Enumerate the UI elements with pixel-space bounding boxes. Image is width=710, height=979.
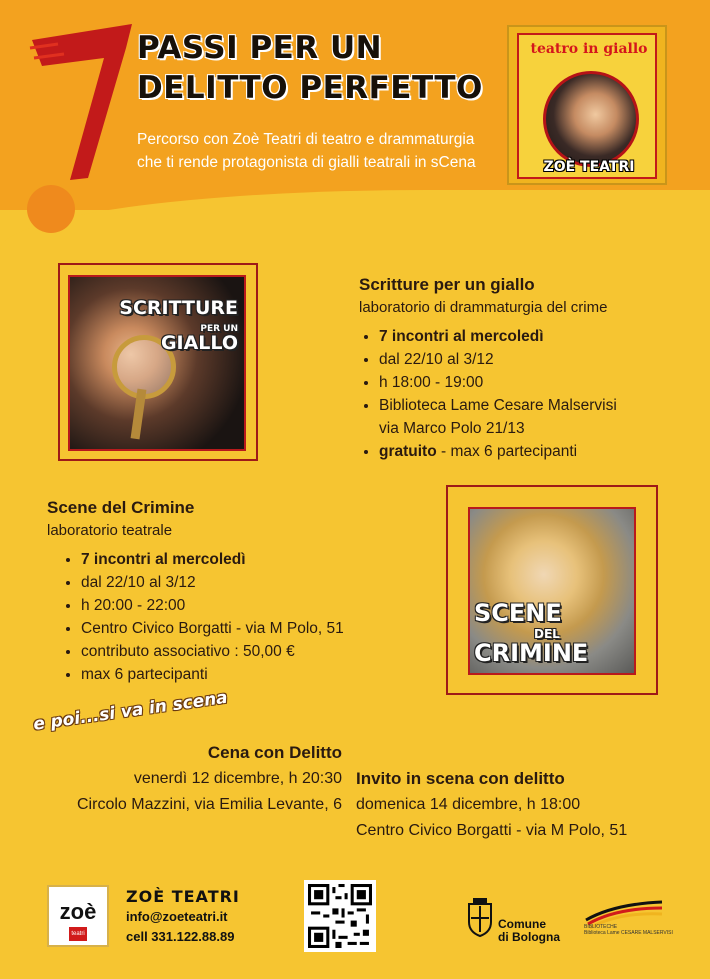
- logo-title: teatro in giallo: [530, 41, 648, 57]
- comune-line-2: di Bologna: [498, 930, 560, 944]
- intro-text: [137, 128, 476, 174]
- logo-inner-frame: [517, 33, 657, 179]
- logo-subtitle: ZOÈ TEATRI: [543, 159, 635, 175]
- list-item: • h 20:00 - 22:00: [81, 594, 411, 617]
- phone-number: cell 331.122.88.89: [126, 929, 235, 944]
- cena-title: Cena con Delitto: [207, 743, 342, 762]
- org-name: ZOÈ TEATRI: [126, 887, 240, 906]
- workshop1-image-frame: [58, 263, 258, 461]
- list-item: • 7 incontri al mercoledì: [379, 325, 679, 348]
- orange-dot: [27, 185, 75, 233]
- workshop1-subtitle: laboratorio di drammaturgia del crime: [359, 299, 608, 316]
- workshop1-photo: [68, 275, 246, 451]
- workshop1-details: [359, 325, 679, 463]
- workshop2-pic-label: [474, 601, 588, 665]
- workshop2-subtitle: laboratorio teatrale: [47, 522, 173, 539]
- intro-line-1: Percorso con Zoè Teatri di teatro e drammaturgia: [137, 131, 475, 148]
- teatro-in-giallo-logo: [507, 25, 667, 185]
- invito-title: Invito in scena con delitto: [356, 769, 565, 788]
- workshop1-pic-label: [119, 299, 238, 353]
- contact-info: [126, 887, 240, 947]
- comune-line-1: Comune: [498, 917, 546, 931]
- bib-line-1: BIBLIOTECHE: [584, 924, 618, 930]
- pic1-line-2: PER UN: [200, 324, 238, 334]
- page-title: [137, 28, 483, 108]
- logo-small-label: teatri: [69, 927, 87, 941]
- venue-address: via Marco Polo 21/13: [379, 420, 525, 437]
- pic2-line-1: SCENE: [474, 599, 562, 627]
- pic1-line-3: GIALLO: [160, 332, 238, 354]
- workshop2-image-frame: [446, 485, 658, 695]
- list-item: • h 18:00 - 19:00: [379, 371, 679, 394]
- logo-portrait: [543, 71, 639, 167]
- list-item: [379, 440, 679, 463]
- pic2-line-2: DEL: [534, 627, 560, 641]
- zoe-teatri-logo: [47, 885, 109, 947]
- bib-line-2: Biblioteca Lame CESARE MALSERVISI: [584, 930, 673, 936]
- invito-event: [356, 766, 676, 844]
- email-link[interactable]: info@zoeteatri.it: [126, 909, 228, 924]
- comune-bologna-logo: [498, 918, 560, 944]
- invito-date: domenica 14 dicembre, h 18:00: [356, 796, 581, 813]
- cena-place: Circolo Mazzini, via Emilia Levante, 6: [77, 796, 342, 813]
- list-item: [379, 394, 679, 440]
- qr-code[interactable]: [304, 880, 376, 952]
- pic1-line-1: SCRITTURE: [119, 297, 238, 319]
- list-item: • 7 incontri al mercoledì: [81, 548, 411, 571]
- invito-place: Centro Civico Borgatti - via M Polo, 51: [356, 822, 628, 839]
- workshop2-details: [61, 548, 411, 686]
- qr-code-icon: [308, 884, 372, 948]
- list-item: • max 6 partecipanti: [81, 663, 411, 686]
- comune-crest-icon: [466, 898, 494, 938]
- list-item: • Centro Civico Borgatti - via M Polo, 51: [81, 617, 411, 640]
- venue-name: Biblioteca Lame Cesare Malservisi: [379, 397, 617, 414]
- participants-label: - max 6 partecipanti: [436, 443, 578, 460]
- title-line-1: PASSI PER UN: [137, 30, 383, 66]
- biblioteca-logo-text: [584, 924, 674, 936]
- cena-date: venerdì 12 dicembre, h 20:30: [133, 770, 342, 787]
- big-seven-graphic: [28, 18, 138, 188]
- workshop1-title: Scritture per un giallo: [359, 275, 535, 294]
- list-item: • contributo associativo : 50,00 €: [81, 640, 411, 663]
- list-item: • dal 22/10 al 3/12: [81, 571, 411, 594]
- workshop2-title: Scene del Crimine: [47, 498, 195, 517]
- list-item: • dal 22/10 al 3/12: [379, 348, 679, 371]
- pic2-line-3: CRIMINE: [474, 639, 589, 667]
- title-line-2: DELITTO PERFETTO: [137, 70, 483, 106]
- price-label: gratuito: [379, 443, 437, 460]
- tagline: e poi...si va in scena: [32, 687, 229, 735]
- cena-event: [40, 740, 342, 818]
- workshop2-photo: [468, 507, 636, 675]
- intro-line-2: che ti rende protagonista di gialli teatrali in sCena: [137, 154, 476, 171]
- logo-wordmark: zoè: [59, 899, 97, 924]
